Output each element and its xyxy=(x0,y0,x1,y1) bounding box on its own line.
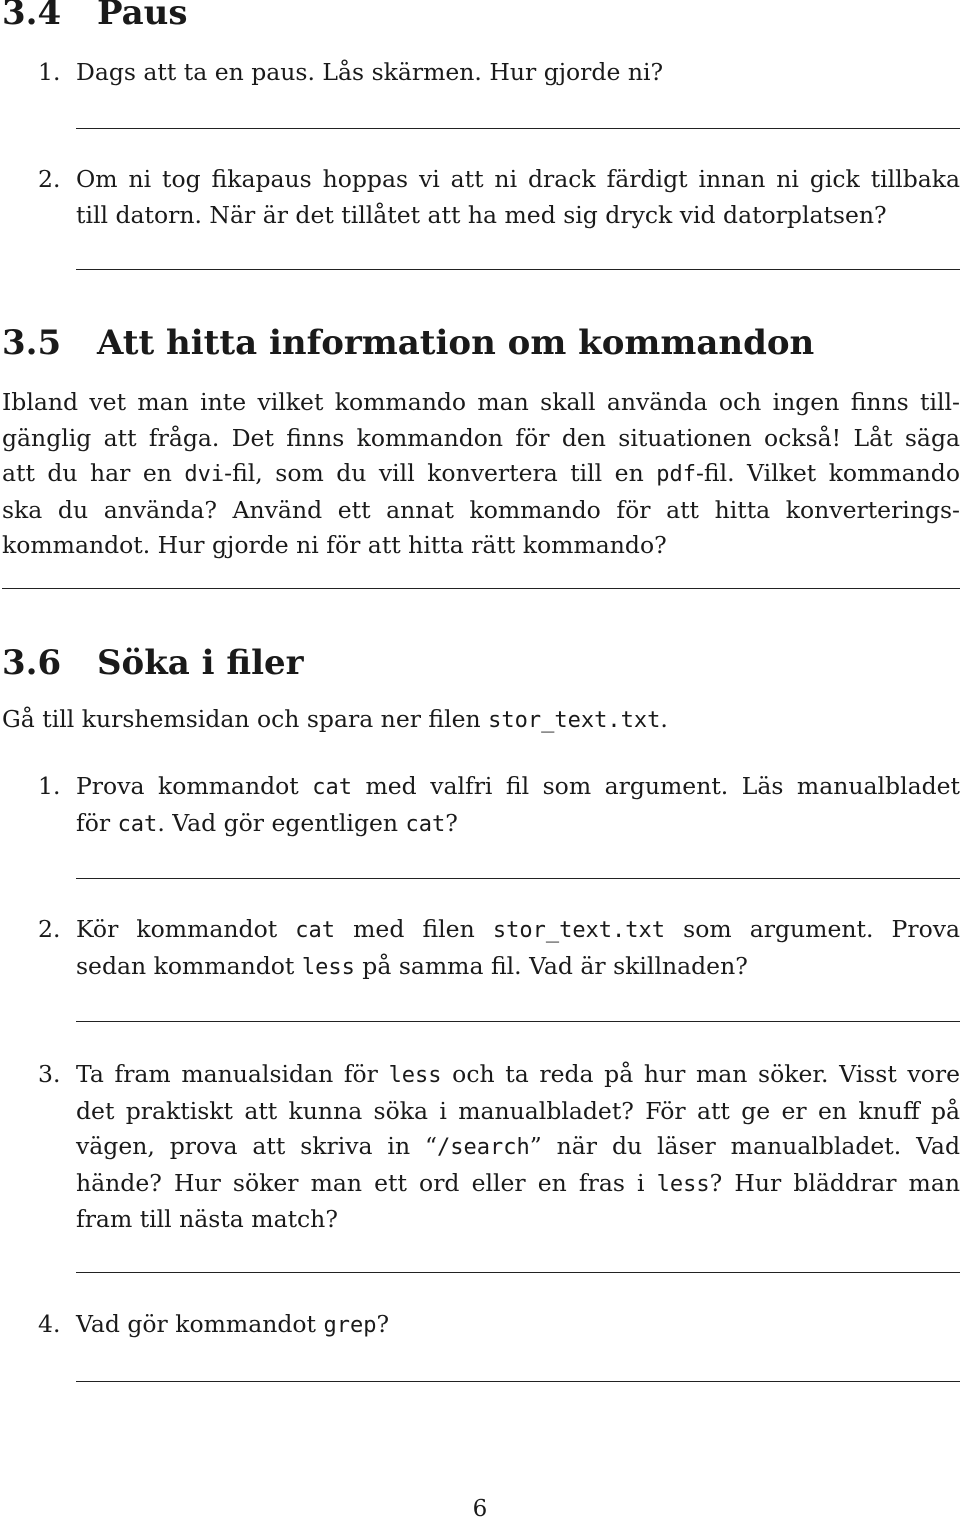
text-run: med valfri fil som argument. Läs manualbladet xyxy=(351,772,960,800)
code-search: /search xyxy=(437,1135,530,1160)
item-line xyxy=(76,806,960,843)
code-cat: cat xyxy=(405,811,446,837)
item-number: 2. xyxy=(38,165,61,193)
item-number: 1. xyxy=(38,58,61,86)
answer-line xyxy=(76,128,960,129)
item-text: Dags att ta en paus. Lås skärmen. Hur gjorde ni? xyxy=(76,58,664,86)
text-run: ” när du läser manualbladet. Vad xyxy=(529,1132,960,1160)
text-run: sedan kommandot xyxy=(76,951,302,980)
text-run: -fil. Vilket kommando xyxy=(695,459,960,487)
item-number: 1. xyxy=(38,772,61,800)
section-title: Paus xyxy=(97,0,188,33)
paragraph-line: ska du använda? Använd ett annat kommando för att hitta konverterings- xyxy=(2,495,960,524)
answer-line xyxy=(76,1021,960,1022)
item-line xyxy=(76,1166,960,1203)
code-less: less xyxy=(388,1063,442,1088)
text-run: -fil, som du vill konvertera till en xyxy=(224,459,657,487)
code-cat: cat xyxy=(117,811,158,837)
item-text xyxy=(76,1307,389,1344)
section-3-4-heading xyxy=(2,0,188,33)
item-number: 4. xyxy=(38,1310,61,1338)
item-line xyxy=(76,1129,960,1166)
section-number: 3.6 xyxy=(2,643,62,683)
text-run: och ta reda på hur man söker. Visst vore xyxy=(441,1060,960,1088)
text-run: ? xyxy=(445,808,458,837)
code-less: less xyxy=(301,954,355,980)
text-run: Prova kommandot xyxy=(76,772,313,800)
text-run: Gå till kurshemsidan och spara ner filen xyxy=(2,705,489,733)
item-number: 3. xyxy=(38,1060,61,1088)
item-line xyxy=(76,912,960,949)
item-line: till datorn. När är det tillåtet att ha med sig dryck vid datorplatsen? xyxy=(76,200,887,229)
paragraph-line: kommandot. Hur gjorde ni för att hitta rätt kommando? xyxy=(2,531,667,559)
code-pdf: pdf xyxy=(656,462,696,487)
item-line xyxy=(76,1057,960,1094)
paragraph-line xyxy=(2,456,960,493)
text-run: på samma fil. Vad är skillnaden? xyxy=(354,951,748,980)
text-run: . xyxy=(660,705,668,733)
text-run: med filen xyxy=(335,915,493,943)
section-number: 3.4 xyxy=(2,0,62,33)
answer-line xyxy=(76,1272,960,1273)
text-run: som argument. Prova xyxy=(665,915,960,943)
code-less: less xyxy=(656,1171,710,1197)
item-text xyxy=(76,162,960,233)
item-text xyxy=(76,912,960,985)
text-run: ? Hur bläddrar man xyxy=(709,1168,960,1197)
code-cat: cat xyxy=(295,918,336,943)
item-text xyxy=(76,769,960,842)
text-run: Vad gör kommandot xyxy=(76,1310,324,1338)
item-line: Om ni tog fikapaus hoppas vi att ni drack färdigt innan ni gick tillbaka xyxy=(76,165,960,193)
text-run: för xyxy=(76,808,118,837)
text-run: vägen, prova att skriva in “ xyxy=(76,1132,438,1160)
section-number: 3.5 xyxy=(2,323,62,363)
item-line: det praktiskt att kunna söka i manualbladet? För att ge er en knuff på xyxy=(76,1096,960,1125)
answer-line xyxy=(76,269,960,270)
section-3-6-heading xyxy=(2,643,304,683)
answer-line xyxy=(2,588,960,589)
text-run: att du har en xyxy=(2,459,185,487)
code-dvi: dvi xyxy=(184,462,225,487)
text-run: ? xyxy=(376,1310,390,1338)
section-title: Att hitta information om kommandon xyxy=(97,323,815,363)
item-line xyxy=(76,769,960,806)
section-paragraph xyxy=(2,385,960,564)
section-intro xyxy=(2,702,668,739)
answer-line xyxy=(76,1381,960,1382)
text-run: . Vad gör egentligen xyxy=(157,808,406,837)
paragraph-line: Ibland vet man inte vilket kommando man skall använda och ingen finns till- xyxy=(2,388,960,416)
code-cat: cat xyxy=(312,775,352,800)
page-number: 6 xyxy=(472,1496,488,1522)
text-run: hände? Hur söker man ett ord eller en fras i xyxy=(76,1168,657,1197)
item-line: fram till nästa match? xyxy=(76,1205,338,1233)
item-number: 2. xyxy=(38,915,61,943)
section-3-5-heading xyxy=(2,323,815,363)
code-grep: grep xyxy=(323,1313,377,1338)
item-line xyxy=(76,949,960,986)
text-run: Ta fram manualsidan för xyxy=(76,1060,389,1088)
text-run: Kör kommandot xyxy=(76,915,296,943)
paragraph-line: gänglig att fråga. Det finns kommandon för den situationen också! Låt säga xyxy=(2,423,960,452)
item-text xyxy=(76,1057,960,1238)
section-title: Söka i filer xyxy=(97,643,304,683)
code-filename: stor_text.txt xyxy=(492,918,666,943)
answer-line xyxy=(76,878,960,879)
code-filename: stor_text.txt xyxy=(488,708,661,733)
